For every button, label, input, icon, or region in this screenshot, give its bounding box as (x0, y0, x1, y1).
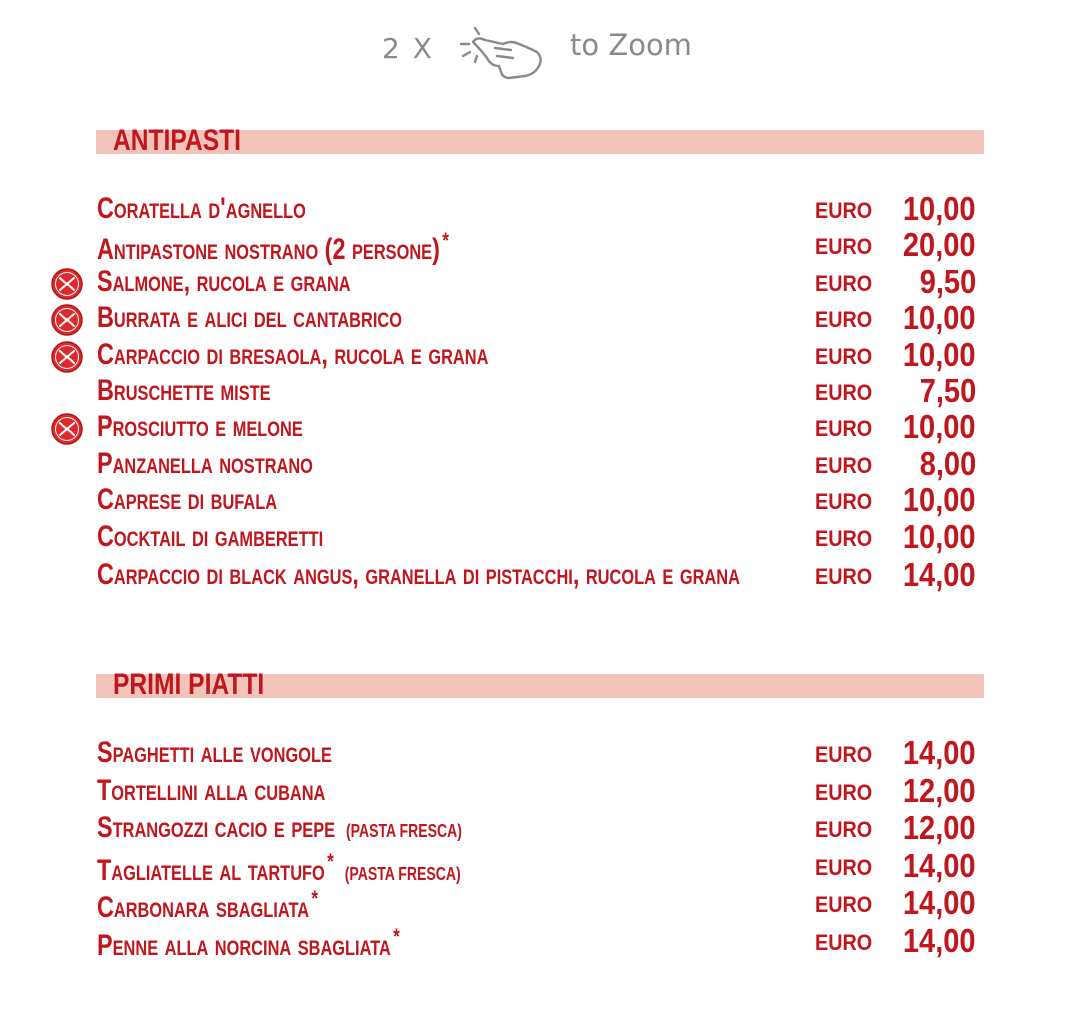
tap-hand-icon (455, 22, 547, 82)
menu-item-name-line (97, 338, 488, 372)
menu-item-name-line (97, 228, 449, 267)
menu-item (0, 444, 1080, 483)
menu-item-currency: EURO (815, 380, 873, 405)
menu-item-currency: EURO (815, 343, 873, 369)
menu-item (0, 192, 1080, 228)
menu-item-price: 10,00 (903, 299, 976, 337)
menu-item-star: * (327, 848, 334, 874)
menu-item (0, 736, 1080, 772)
menu-item-price: 14,00 (903, 884, 976, 922)
menu-item-currency: EURO (815, 892, 873, 918)
menu-item-name: Carpaccio di black angus, granella di pistacchi, rucola e grana (97, 558, 740, 591)
menu-item-name: Antipastone nostrano (2 persone) (97, 233, 440, 267)
zoom-hint-prefix: 2 X (382, 32, 434, 65)
menu-item (0, 374, 1080, 410)
menu-item-name-line (97, 483, 277, 517)
menu-item-name-line (97, 558, 740, 592)
menu-item-name: Tortellini alla cubana (97, 773, 326, 807)
menu-item-currency: EURO (815, 234, 873, 260)
menu-item (0, 558, 1080, 594)
menu-item-star: * (311, 886, 319, 912)
menu-item (0, 410, 1080, 446)
menu-item-price: 9,50 (919, 262, 976, 300)
menu-item-price: 10,00 (903, 517, 976, 555)
menu-item-price: 12,00 (903, 809, 976, 847)
menu-item-name-line (97, 374, 271, 408)
menu-item-price: 10,00 (903, 190, 976, 227)
menu-item (0, 301, 1080, 337)
menu-item-note: (PASTA FRESCA) (345, 821, 462, 842)
menu-item-currency: EURO (815, 198, 873, 223)
menu-item-name: Strangozzi cacio e pepe (97, 811, 336, 845)
menu-item-name-line (97, 774, 325, 808)
no-gluten-badge-icon (51, 304, 83, 336)
menu-item-name: Panzanella nostrano (97, 446, 313, 480)
menu-item-star: * (442, 228, 449, 254)
menu-item (0, 335, 1080, 374)
menu-item-name: Penne alla norcina sbagliata (97, 929, 391, 962)
no-gluten-badge-icon (51, 341, 83, 373)
menu-item-price: 10,00 (903, 481, 976, 519)
menu-item-currency: EURO (815, 452, 873, 478)
menu-item-name: Salmone, rucola e grana (97, 264, 351, 298)
menu-item-currency: EURO (815, 525, 873, 551)
menu-item-price: 12,00 (903, 771, 976, 809)
zoom-hint (0, 22, 1080, 82)
menu-item (0, 517, 1080, 556)
menu-item-name: Cocktail di gamberetti (97, 519, 324, 553)
menu-item-price: 8,00 (919, 444, 976, 482)
menu-item-name: Tagliatelle al tartufo (97, 853, 325, 887)
menu-item-price: 14,00 (903, 922, 976, 959)
menu-item-price: 14,00 (903, 734, 976, 771)
menu-item (0, 262, 1080, 301)
menu-item (0, 924, 1080, 960)
menu-item-price: 10,00 (903, 335, 976, 373)
menu-item (0, 884, 1080, 925)
menu-item-name: Bruschette miste (97, 374, 271, 407)
section-title: PRIMI PIATTI (113, 668, 265, 701)
menu-item-name: Spaghetti alle vongole (97, 736, 332, 769)
menu-item-name-line (97, 447, 313, 481)
menu-item-currency: EURO (815, 489, 873, 515)
menu-item (0, 771, 1080, 810)
menu-item-name-line (97, 301, 402, 335)
menu-item-name: Carbonara sbagliata (97, 891, 310, 925)
menu-item-currency: EURO (815, 779, 873, 805)
menu-item-price: 7,50 (919, 372, 976, 409)
menu-item-currency: EURO (815, 564, 873, 589)
menu-item (0, 483, 1080, 519)
menu-item-currency: EURO (815, 416, 873, 442)
menu-item-name-line (97, 265, 351, 299)
menu-item-name-line (97, 924, 400, 963)
no-gluten-badge-icon (51, 268, 83, 300)
menu-item-currency: EURO (815, 307, 873, 333)
menu-item (0, 811, 1080, 847)
menu-item-name: Prosciutto e melone (97, 410, 303, 444)
no-gluten-badge-icon (51, 413, 83, 445)
menu-item-name-line (97, 849, 461, 888)
menu-item-star: * (393, 924, 400, 949)
menu-item (0, 226, 1080, 267)
menu-item-name-line (97, 811, 462, 845)
menu-item-name-line (97, 410, 303, 444)
menu-item-name: Coratella d'agnello (97, 192, 306, 225)
menu-item-name-line (97, 520, 323, 554)
menu-item-name: Burrata e alici del cantabrico (97, 301, 402, 335)
menu-item-currency: EURO (815, 854, 873, 880)
menu-item-name: Caprese di bufala (97, 483, 278, 517)
menu-item-note: (PASTA FRESCA) (344, 863, 461, 884)
menu-item-price: 10,00 (903, 408, 976, 446)
menu-item-currency: EURO (815, 930, 873, 955)
menu-item-name-line (97, 192, 306, 226)
menu-item-currency: EURO (815, 270, 873, 296)
menu-item (0, 846, 1080, 887)
menu-item-price: 14,00 (903, 556, 976, 593)
menu-item-name-line (97, 736, 332, 770)
zoom-hint-suffix: to Zoom (570, 28, 692, 62)
menu-item-name: Carpaccio di bresaola, rucola e grana (97, 337, 489, 371)
menu-item-currency: EURO (815, 742, 873, 767)
section-title: ANTIPASTI (113, 124, 242, 157)
menu-item-price: 20,00 (903, 226, 976, 264)
menu-item-currency: EURO (815, 817, 873, 843)
menu-item-price: 14,00 (903, 846, 976, 884)
menu-item-name-line (97, 886, 318, 925)
